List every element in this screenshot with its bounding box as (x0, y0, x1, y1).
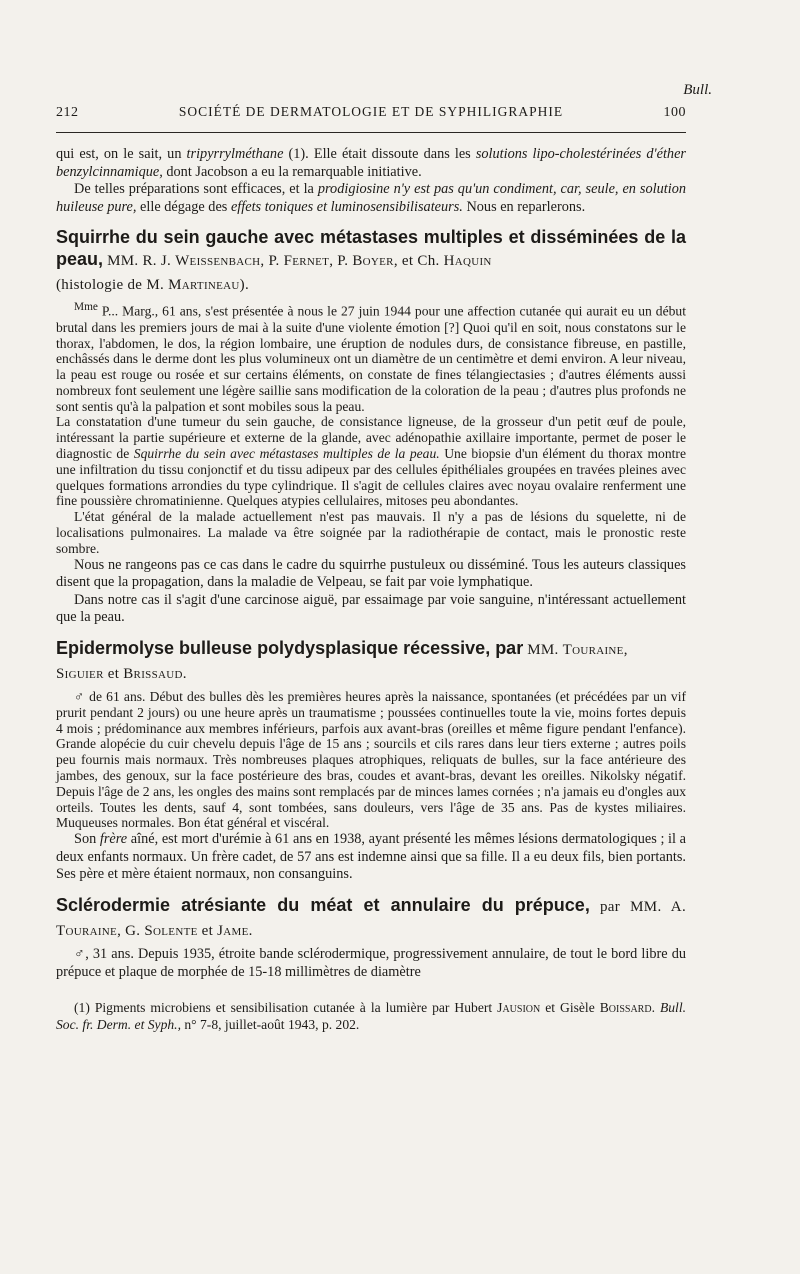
page-body (56, 146, 686, 1033)
issue-number: 100 (663, 105, 686, 120)
journal-abbrev: Bull. (683, 82, 712, 98)
intro-paragraph-1: qui est, on le sait, un tripyrrylméthane (1). Elle était dissoute dans les solutions lipo-cholestérinées d'éther benzylcinnamique, dont Jacobson a eu la remarquable initiative. (56, 146, 686, 180)
footnote-1: (1) Pigments microbiens et sensibilisation cutanée à la lumière par Hubert Jausion et Gisèle Boissard. Bull. Soc. fr. Derm. et Syph., n° 7-8, juillet-août 1943, p. 202. (56, 1000, 686, 1033)
header-rule (56, 132, 686, 133)
intro-paragraph-2: De telles préparations sont efficaces, et la prodigiosine n'y est pas qu'un condiment, car, seule, en solution huileuse pure, elle dégage des effets toniques et luminosensibilisateurs. Nous en reparlerons. (56, 181, 686, 215)
section1-paragraph-4: Nous ne rangeons pas ce cas dans le cadre du squirrhe pustuleux ou disséminé. Tous les auteurs classiques disent que la propagation, dans la maladie de Velpeau, se fait par voie lymphatique. (56, 556, 686, 591)
section-heading-epidermolyse: Epidermolyse bulleuse polydysplasique récessive, par MM. Touraine, Siguier et Brissaud. (56, 638, 628, 683)
running-header (56, 104, 686, 121)
page-number: 212 (56, 105, 79, 120)
section3-paragraph-1: ♂, 31 ans. Depuis 1935, étroite bande sclérodermique, progressivement annulaire, de tout le bord libre du prépuce et plaque de morphée de 15-18 millimètres de diamètre (56, 945, 686, 980)
section2-paragraph-2: Son frère aîné, est mort d'urémie à 61 ans en 1938, ayant présenté les mêmes lésions dermatologiques ; il a deux enfants normaux. Un frère cadet, de 57 ans est indemne ainsi que sa fille. Il a eu deux fils, bien portants. Ses père et mère étaient normaux, non consanguins. (56, 831, 686, 883)
footnote (56, 999, 686, 1033)
section2-paragraph-1: ♂ de 61 ans. Début des bulles dès les premières heures après la naissance, spontanées (et précédées par un vif prurit pendant 2 jours) ou une heure après un traumatisme ; poussées continuelles toute la vie, moins fortes depuis 4 mois ; prédominance aux membres inférieurs, parfois aux avant-bras (oreilles et même figure pendant l'enfance). Grande alopécie du cuir chevelu depuis l'âge de 15 ans ; sourcils et cils rares dans leur tiers externe ; autres poils peu fournis mais normaux. Très nombreuses plaques atrophiques, reliquats de bulles, sur la face antérieure des jambes, des genoux, sur la face postérieure des bras, coudes et avant-bras, devant les oreilles. Nikolsky négatif. Depuis l'âge de 2 ans, les ongles des mains sont remplacés par de minces lames cornées ; n'a jamais eu d'ongles aux orteils. Toutes les dents, sauf 4, sont tombées, sans douleurs, vers l'âge de 35 ans. Pas de kystes miliaires. Muqueuses normales. Bon état général et viscéral. (56, 689, 686, 831)
section1-paragraph-3: L'état général de la malade actuellement n'est pas mauvais. Il n'y a pas de lésions du squelette, ni de localisations pulmonaires. La malade va être soignée par la radiothérapie de contact, mais le pronostic reste sombre. (56, 509, 686, 556)
section1-paragraph-2: La constatation d'une tumeur du sein gauche, de consistance ligneuse, de la grosseur d'un petit œuf de poule, intéressant la partie supérieure et externe de la glande, avec adénopathie axillaire importante, permet de poser le diagnostic de Squirrhe du sein avec métastases multiples de la peau. Une biopsie d'un élément du thorax montre une infiltration du tissu conjonctif et du tissu adipeux par des cellules épithéliales groupées en travées pleines avec quelques formations arrondies du type cylindrique. Il s'agit de cellules claires avec noyau ovalaire renferment une fine poussière chromatinienne. Quelques atypies cellulaires, mitoses peu abondantes. (56, 414, 686, 509)
section-heading-squirrhe: Squirrhe du sein gauche avec métastases multiples et disséminées de la peau, MM. R. J. Weissenbach, P. Fernet, P. Boyer, et Ch. Haquin (histologie de M. Martineau). (56, 227, 686, 294)
section1-paragraph-5: Dans notre cas il s'agit d'une carcinose aiguë, par essaimage par voie sanguine, n'intéressant actuellement que la peau. (56, 591, 686, 626)
section-heading-sclerodermie: Sclérodermie atrésiante du méat et annulaire du prépuce, par MM. A. Touraine, G. Solente et Jame. (56, 894, 686, 939)
section1-paragraph-1: $^{Mme}$ P... Marg., 61 ans, s'est présentée à nous le 27 juin 1944 pour une affection cutanée qui aurait eu un début brutal dans les premiers jours de mai à la suite d'une violente émotion [?] Quoi qu'il en soit, nous constatons sur le thorax, l'abdomen, le dos, la région lombaire, une éruption de nodules durs, de consistance fibreuse, en pastille, enchâssés dans le derme dont les plus volumineux ont un diamètre de un centimètre et demi environ. A leur niveau, la peau est rouge ou rosée et sur certains éléments, on constate de fines télangiectasies ; d'autres éléments aussi nombreux font seulement une légère saillie sans modification de la coloration de la peau ; d'autres plus profonds ne sont sentis qu'à la palpation et sont mobiles sous la peau. (56, 301, 686, 414)
running-title: SOCIÉTÉ DE DERMATOLOGIE ET DE SYPHILIGRAPHIE (178, 104, 564, 119)
